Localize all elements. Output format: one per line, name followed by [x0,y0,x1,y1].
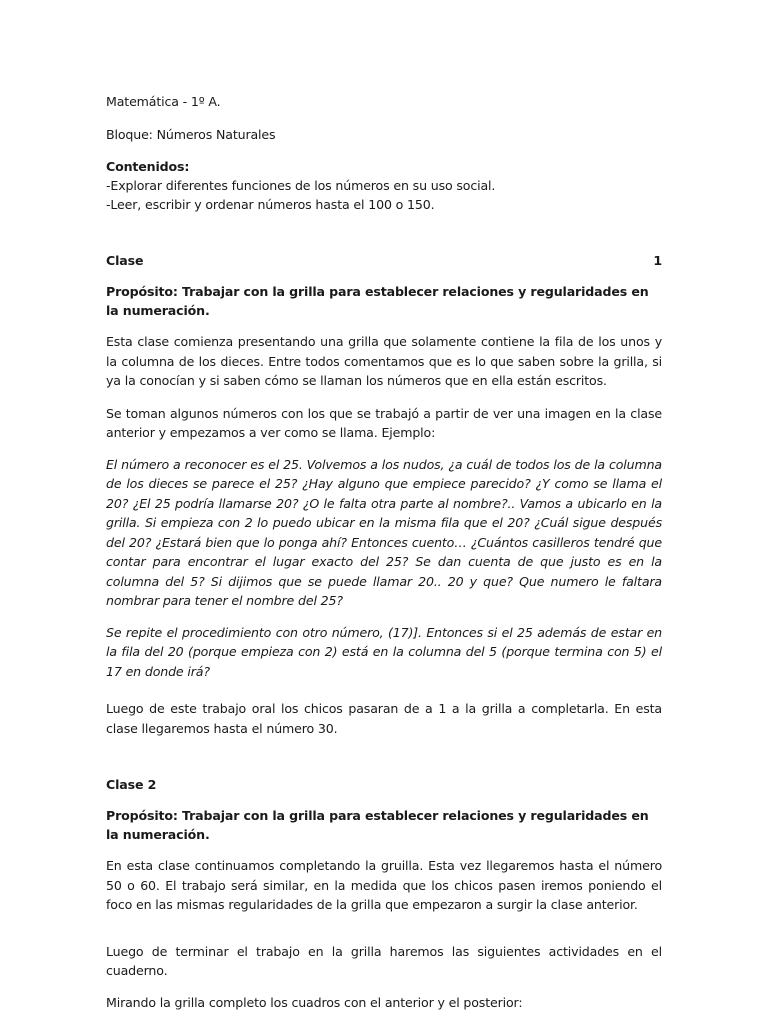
content-item: -Explorar diferentes funciones de los números en su uso social. [106,178,496,193]
block-line: Bloque: Números Naturales [106,127,276,142]
clase-2-paragraph-1: En esta clase continuamos completando la gruilla. Esta vez llegaremos hasta el número 50 o 60. El trabajo será similar, en la medida que los chicos pasen iremos poniendo el foco en las mismas regularidades de la grilla que empezaron a surgir la clase anterior. [106,858,662,912]
clase-1-repeat: Se repite el procedimiento con otro número, (17)]. Entonces si el 25 además de estar en la fila del 20 (porque empieza con 2) está en la columna del 5 (porque termina con 5) el 17 en donde irá? [106,624,662,679]
content-item: -Leer, escribir y ordenar números hasta el 100 o 150. [106,197,435,212]
contents-title: Contenidos: [106,159,190,174]
subject-line: Matemática - 1º A. [106,94,221,109]
clase-1-heading [106,251,662,270]
clase-1-paragraph-5: Luego de este trabajo oral los chicos pasaran de a 1 a la grilla a completarla. En esta clase llegaremos hasta el número 30. [106,701,662,736]
clase-1-paragraph-1: Esta clase comienza presentando una grilla que solamente contiene la fila de los unos y la columna de los dieces. Entre todos comentamos que es lo que saben sobre la grilla, si ya la conocían y si saben cómo se llaman los números que en ella están escritos. [106,334,662,388]
clase-2-paragraph-3: Mirando la grilla completo los cuadros con el anterior y el posterior: [106,994,523,1010]
clase-1-example: El número a reconocer es el 25. Volvemos a los nudos, ¿a cuál de todos los de la columna de los dieces se parece el 25? ¿Hay alguno que empiece parecido? ¿Y como se llama el 20? ¿El 25 podría llamarse 20? ¿O le falta otra parte al nombre?.. Vamos a ubicarlo en la grilla. Si empieza con 2 lo puedo ubicar en la misma fila que el 20? ¿Cuál sigue después del 20? ¿Estará bien que lo ponga ahí? Entonces cuento… ¿Cuántos casilleros tendré que contar para encontrar el lugar exacto del 25? Se dan cuenta de que justo es en la columna del 5? Si dijimos que se puede llamar 20.. 20 y que? Que numero le faltara nombrar para tener el nombre del 25? [106,456,662,608]
clase-2-heading: Clase 2 [106,777,157,792]
clase-1-purpose: Propósito: Trabajar con la grilla para establecer relaciones y regularidades en la numeración. [106,284,649,318]
clase-1-number: 1 [653,253,662,268]
clase-1-label: Clase [106,253,144,268]
clase-2-purpose: Propósito: Trabajar con la grilla para establecer relaciones y regularidades en la numeración. [106,808,649,842]
clase-2-paragraph-2: Luego de terminar el trabajo en la grilla haremos las siguientes actividades en el cuaderno. [106,943,662,978]
clase-1-paragraph-2: Se toman algunos números con los que se trabajó a partir de ver una imagen en la clase anterior y empezamos a ver como se llama. Ejemplo: [106,405,662,440]
